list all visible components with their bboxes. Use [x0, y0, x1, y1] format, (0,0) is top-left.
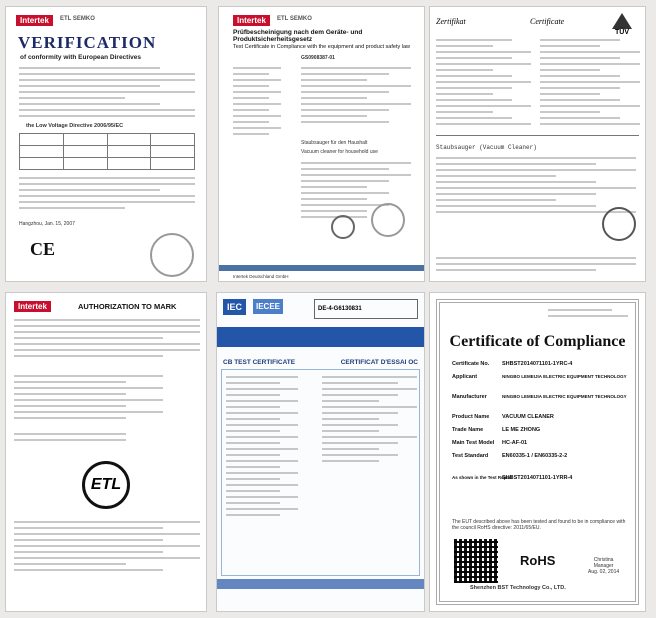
intertek-logo: Intertek	[233, 15, 270, 26]
iecee-logo: IECEE	[253, 299, 283, 314]
tuv-seal-icon	[602, 207, 636, 241]
tuv-logo-icon: TÜV	[607, 13, 637, 36]
verification-subtitle: of conformity with European Directives	[20, 54, 141, 61]
tuv-certificate	[429, 6, 646, 282]
authorization-text	[14, 319, 200, 361]
verification-document	[5, 6, 207, 282]
issuer-company: Shenzhen BST Technology Co., LTD.	[470, 585, 566, 591]
directive-line: the Low Voltage Directive 2006/95/EC	[26, 123, 124, 129]
intertek-logo: Intertek	[14, 301, 51, 312]
signature-stamp-icon	[331, 215, 355, 239]
footer-bar	[217, 579, 424, 589]
verification-statement	[19, 177, 195, 213]
scheme-header-bar	[217, 327, 424, 347]
footer-bar	[219, 265, 424, 271]
left-column-details	[436, 39, 531, 129]
certificate-number: GS0908387-01	[301, 55, 335, 61]
etl-semko-brand: ETL SEMKO	[277, 16, 312, 22]
gs-test-certificate	[218, 6, 425, 282]
signer-block: Christina Manager Aug. 02, 2014	[588, 557, 620, 575]
cb-title-en: CB TEST CERTIFICATE	[223, 359, 296, 366]
etl-semko-seal-icon	[150, 233, 194, 277]
standards-table	[19, 133, 195, 170]
right-column-details	[540, 39, 640, 129]
authorization-title: AUTHORIZATION TO MARK	[78, 302, 177, 311]
etl-semko-brand: ETL SEMKO	[60, 16, 95, 22]
authorization-to-mark	[5, 292, 207, 612]
divider	[436, 135, 639, 136]
product-name-en: Vacuum cleaner for household use	[301, 149, 378, 155]
reference-number: DE-4-G6130831	[318, 306, 362, 312]
intertek-logo: Intertek	[16, 15, 53, 26]
footer-lines	[436, 257, 636, 275]
certificate-of-compliance	[429, 292, 646, 612]
compliance-note: The EUT described above has been tested and found to be in compliance with the council RoHS directive: 2011/65/EU.	[452, 519, 626, 531]
verification-title: VERIFICATION	[18, 33, 157, 52]
certificate-header: Prüfbescheinigung nach dem Geräte- und Produktsicherheitsgesetz Test Certificate in Compliance with the equipment and product safety law	[233, 29, 411, 50]
signatures	[14, 433, 200, 445]
reference-box	[314, 299, 418, 319]
title-de: Zertifikat	[436, 17, 466, 26]
certificate-title: Certificate of Compliance	[449, 333, 626, 350]
ce-mark: CE	[30, 239, 56, 259]
product-specifications	[436, 157, 636, 217]
product-section: Staubsauger (Vacuum Cleaner)	[436, 144, 537, 151]
cb-title-fr: CERTIFICAT D'ESSAI OC	[340, 359, 418, 366]
iec-logo: IEC	[223, 299, 246, 315]
gs-mark-icon	[371, 203, 405, 237]
applicant-details	[19, 67, 195, 121]
issuer-header	[548, 309, 628, 321]
issue-date: Hangzhou, Jan. 15, 2007	[19, 221, 75, 227]
title-en: Certificate	[530, 17, 565, 26]
product-name-de: Staubsauger für den Haushalt	[301, 140, 368, 146]
qr-code-icon	[454, 539, 498, 583]
field-values	[301, 67, 411, 127]
product-standards-table	[14, 521, 200, 575]
certificate-fields: Certificate No. SHBST2014071101-1YRC-4 Applicant NINGBO LEMEIJIA ELECTRIC EQUIPMENT TECHNOLOGY Manufacturer NINGBO LEMEIJIA ELECTRIC EQUIPMENT TECHNOLOGY Product Name VACUUM CLEANER Trade Name LE ME ZHONG Main Test Model HC-AF-01 Test Standard EN60335-1 / EN60335-2-2 As shown in the Test Report SHBST2014071101-1YRR-4	[452, 361, 627, 481]
cb-test-certificate	[216, 292, 425, 612]
certificate-fields	[221, 369, 420, 576]
field-labels	[233, 67, 293, 139]
applicant-manufacturer-table	[14, 375, 200, 423]
etl-listed-mark-icon: ETL	[82, 461, 130, 509]
rohs-mark: RoHS	[520, 553, 556, 568]
issuer-footer: Intertek Deutschland GmbH	[233, 274, 289, 279]
